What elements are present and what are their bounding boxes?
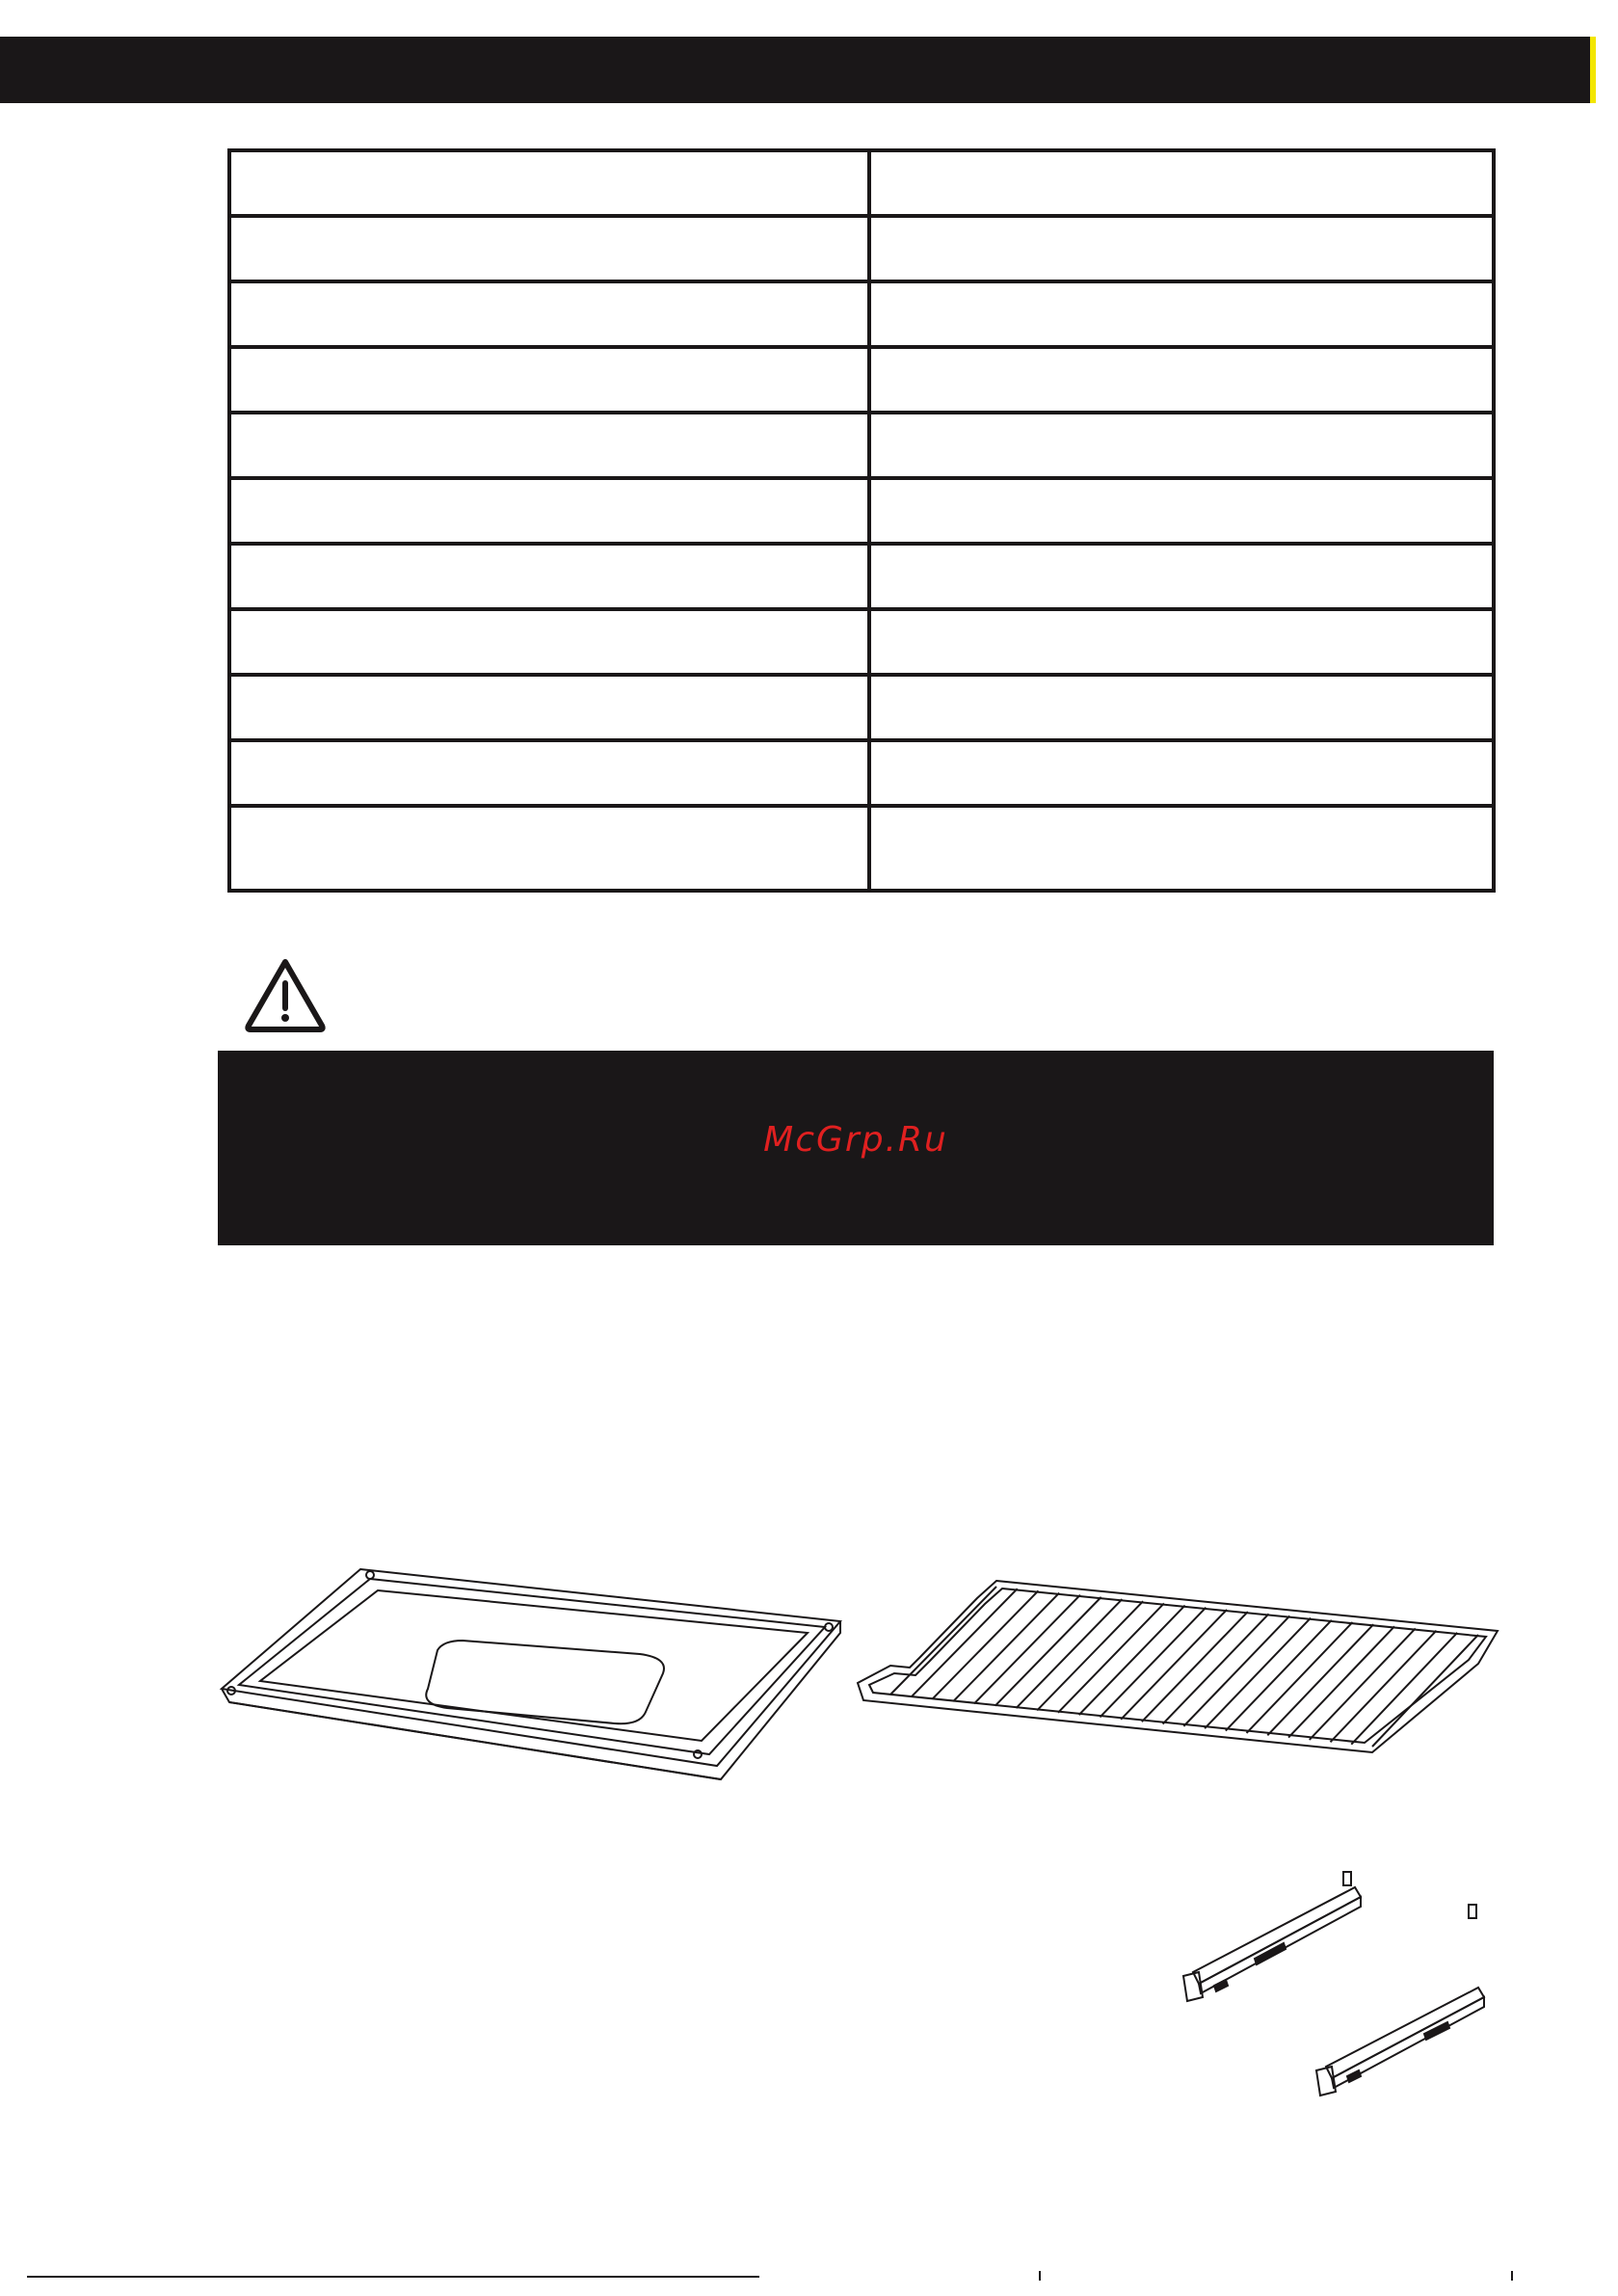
table-row [229,150,1494,216]
rack-wire [1331,1631,1437,1743]
watermark-text: McGrp.Ru [763,1120,948,1160]
rack-wire [1351,1633,1457,1745]
rack-wire [1267,1624,1373,1735]
spec-value-cell [869,544,1494,609]
rack-wire [1247,1622,1353,1733]
rack-wire [1163,1614,1269,1723]
table-row [229,740,1494,806]
rack-wire [953,1593,1059,1702]
rack-wire [912,1589,1018,1696]
spec-label-cell [229,216,869,281]
spec-table [227,148,1496,893]
table-row [229,544,1494,609]
rack-wire [1121,1610,1227,1720]
rack-wire [1037,1601,1143,1710]
header-bar [0,37,1596,103]
rack-wire [1288,1626,1394,1737]
table-row [229,413,1494,478]
spec-label-cell [229,150,869,216]
footer-tick [1039,2271,1041,2281]
spec-value-cell [869,413,1494,478]
footer-rule [27,2276,759,2278]
spec-value-cell [869,347,1494,413]
warning-triangle-icon [243,956,328,1033]
spec-label-cell [229,806,869,891]
rack-wire [995,1597,1101,1706]
table-row [229,216,1494,281]
rack-wire [974,1595,1080,1704]
spec-value-cell [869,216,1494,281]
rack-wire [1079,1606,1185,1716]
spec-label-cell [229,347,869,413]
footer-tick [1511,2271,1513,2281]
rack-wire [1205,1618,1311,1729]
rack-wire [932,1590,1038,1698]
wire-rack-icon [852,1577,1513,1770]
table-row [229,675,1494,740]
rack-wire [1016,1599,1122,1708]
table-row [229,806,1494,891]
table-row [229,478,1494,544]
spec-label-cell [229,675,869,740]
table-row [229,609,1494,675]
rack-wire [1372,1635,1478,1747]
table-row [229,347,1494,413]
spec-label-cell [229,740,869,806]
spec-value-cell [869,675,1494,740]
rack-wire [1142,1612,1248,1722]
baking-tray-icon [216,1562,856,1783]
spec-label-cell [229,413,869,478]
table-row [229,281,1494,347]
notice-box [218,1051,1494,1245]
spec-label-cell [229,544,869,609]
spec-value-cell [869,281,1494,347]
spec-value-cell [869,806,1494,891]
spec-label-cell [229,478,869,544]
spec-label-cell [229,281,869,347]
rack-wire [1058,1603,1164,1712]
header-accent-stripe [1590,37,1596,103]
spec-value-cell [869,150,1494,216]
spec-value-cell [869,478,1494,544]
rack-wire [890,1587,996,1695]
rack-wire [1310,1628,1416,1739]
rack-wire [1100,1608,1206,1718]
telescopic-rails-icon [1178,1870,1511,2101]
spec-value-cell [869,609,1494,675]
spec-label-cell [229,609,869,675]
spec-value-cell [869,740,1494,806]
rack-wire [1183,1615,1289,1725]
rack-wire [1226,1620,1332,1731]
